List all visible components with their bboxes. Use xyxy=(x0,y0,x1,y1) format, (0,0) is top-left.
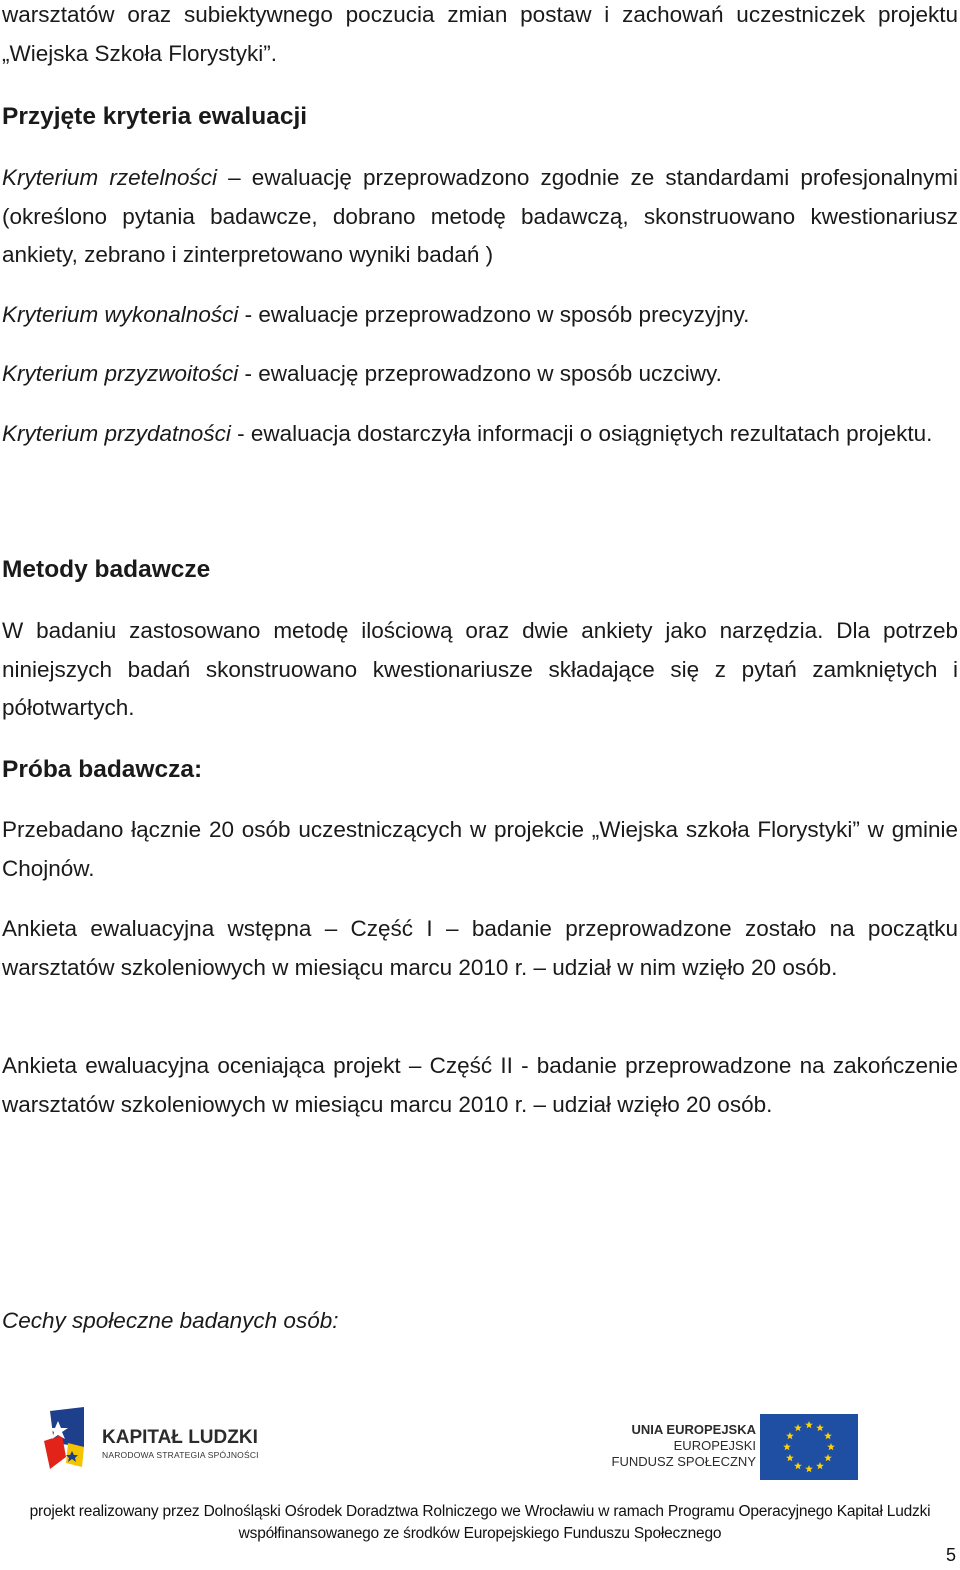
criterion-utility xyxy=(2,415,958,454)
criterion-text: – ewaluację przeprowadzono zgodnie ze standardami profesjonalnymi (określono pytania badawcze, dobrano metodę badawczą, skonstruowano kwestionariusz ankiety, zebrano i zinterpretowano wyniki badań ) xyxy=(2,165,958,267)
sample-heading: Próba badawcza: xyxy=(2,756,203,783)
eu-line-1: UNIA EUROPEJSKA xyxy=(631,1422,756,1437)
footer-line-2: współfinansowanego ze środków Europejskiego Funduszu Społecznego xyxy=(238,1525,722,1542)
kapital-ludzki-subtitle: NARODOWA STRATEGIA SPÓJNOŚCI xyxy=(102,1450,259,1460)
criterion-term: Kryterium przydatności xyxy=(2,421,231,446)
eu-line-3: FUNDUSZ SPOŁECZNY xyxy=(611,1454,756,1469)
methods-paragraph: W badaniu zastosowano metodę ilościową oraz dwie ankiety jako narzędzia. Dla potrzeb niniejszych badań skonstruowano kwestionariusze składające się z pytań zamkniętych i półotwartych. xyxy=(2,618,958,720)
criterion-term: Kryterium przyzwoitości xyxy=(2,361,239,386)
page-number: 5 xyxy=(945,1545,956,1565)
criteria-heading: Przyjęte kryteria ewaluacji xyxy=(2,103,308,130)
eu-flag-icon xyxy=(760,1414,858,1480)
eu-social-fund-logo xyxy=(612,1414,860,1480)
footer-line-1: projekt realizowany przez Dolnośląski Ośrodek Doradztwa Rolniczego we Wrocławiu w ramach Programu Operacyjnego Kapitał Ludzki xyxy=(29,1503,931,1520)
criterion-text: - ewaluacje przeprowadzono w sposób precyzyjny. xyxy=(238,302,750,327)
methods-heading: Metody badawcze xyxy=(2,556,211,583)
criterion-propriety xyxy=(2,355,958,394)
criterion-reliability xyxy=(2,159,958,275)
eu-line-2: EUROPEJSKI xyxy=(673,1438,756,1453)
sample-paragraph-2: Ankieta ewaluacyjna wstępna – Część I – badanie przeprowadzone zostało na początku warsztatów szkoleniowych w miesiącu marcu 2010 r. – udział w nim wzięło 20 osób. xyxy=(2,916,958,980)
kapital-ludzki-title: KAPITAŁ LUDZKI xyxy=(102,1427,258,1448)
sample-paragraph-1: Przebadano łącznie 20 osób uczestniczących w projekcie „Wiejska szkoła Florystyki” w gminie Chojnów. xyxy=(2,817,958,881)
sample-paragraph-3: Ankieta ewaluacyjna oceniająca projekt – Część II - badanie przeprowadzone na zakończenie warsztatów szkoleniowych w miesiącu marcu 2010 r. – udział wzięło 20 osób. xyxy=(2,1053,958,1117)
intro-paragraph: warsztatów oraz subiektywnego poczucia zmian postaw i zachowań uczestniczek projektu „Wiejska Szkoła Florystyki”. xyxy=(2,2,958,66)
criterion-feasibility xyxy=(2,296,958,335)
criterion-term: Kryterium wykonalności xyxy=(2,302,239,327)
criterion-term: Kryterium rzetelności xyxy=(2,165,217,190)
criterion-text: - ewaluację przeprowadzono w sposób uczciwy. xyxy=(238,361,722,386)
social-heading: Cechy społeczne badanych osób: xyxy=(2,1308,339,1333)
kapital-ludzki-logo xyxy=(44,1407,274,1473)
criterion-text: - ewaluacja dostarczyła informacji o osiągniętych rezultatach projektu. xyxy=(230,421,933,446)
eu-text-block xyxy=(612,1422,756,1470)
